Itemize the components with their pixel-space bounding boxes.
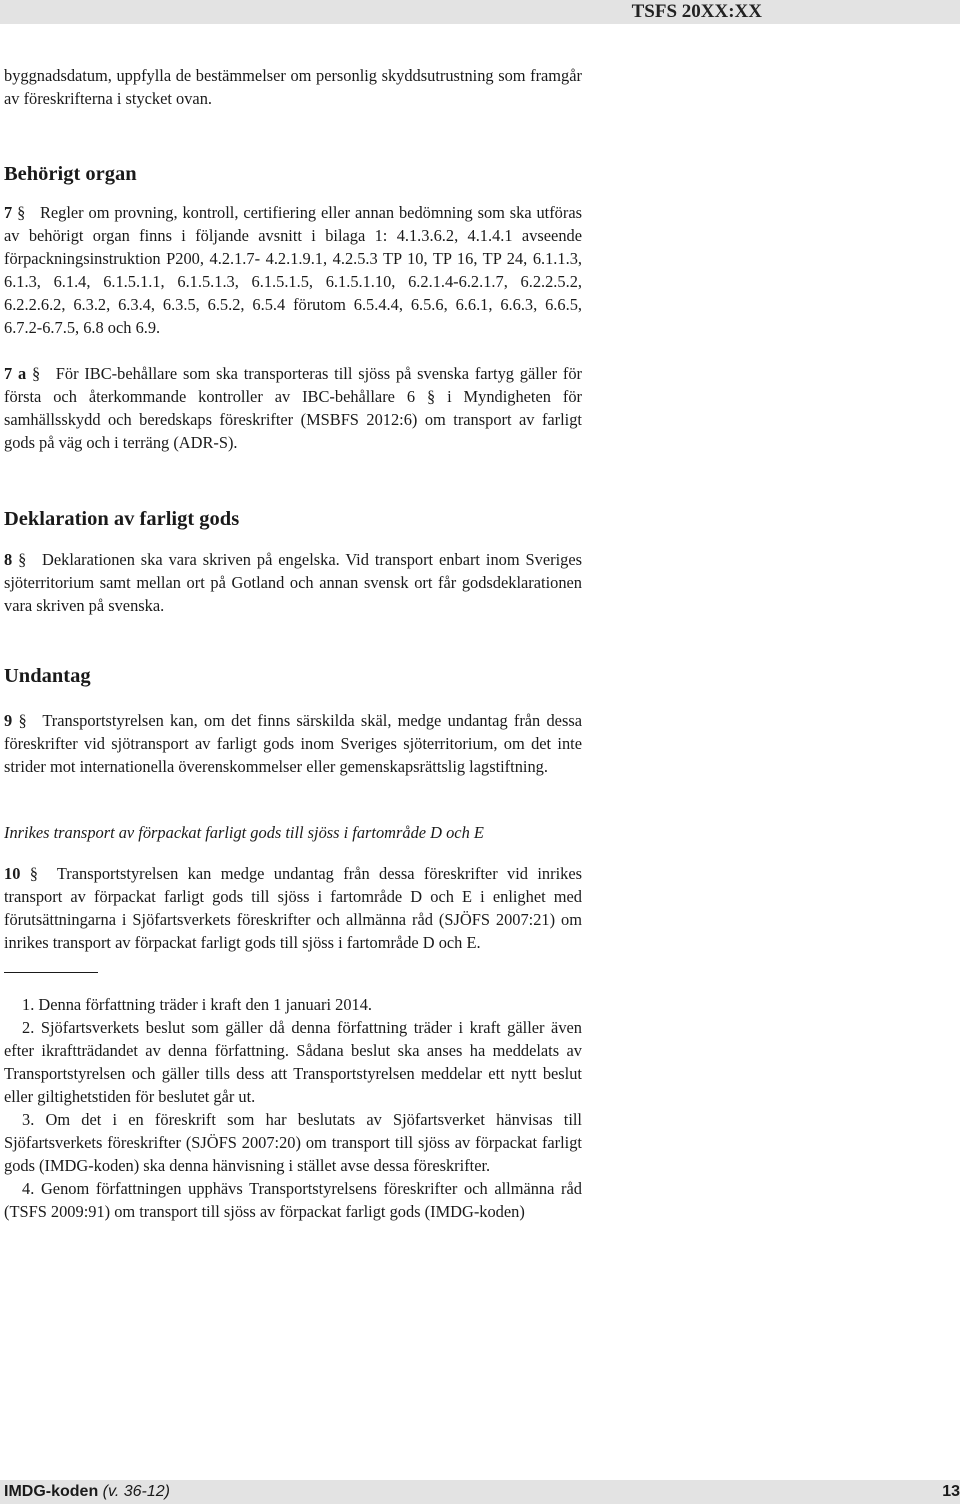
footnote-separator (4, 972, 98, 973)
section-sign: § (29, 864, 38, 883)
section-sign: § (18, 550, 27, 569)
footer-bar (0, 1480, 960, 1504)
section-sign: § (31, 364, 41, 383)
footnote-2: 2. Sjöfartsverkets beslut som gäller då denna författning träder i kraft gäller även efter ikraftträdandet av denna författning. Sådana beslut ska anses ha meddelats av Transportstyrelsen och gäller tills dess att Transportstyrelsen meddelar ett nytt beslut eller giltighetstiden för beslutet går ut. (4, 1018, 582, 1106)
heading-behorigt-organ: Behörigt organ (4, 163, 137, 185)
section-number: 10 (4, 864, 21, 883)
heading-undantag: Undantag (4, 665, 91, 687)
paragraph-text: Deklarationen ska vara skriven på engelska. Vid transport enbart inom Sveriges sjöterritorium samt mellan ort på Gotland och annan svensk ort får godsdeklarationen vara skriven på svenska. (4, 550, 582, 615)
footer-doc-title: IMDG-koden (4, 1483, 99, 1500)
paragraph-text: Transportstyrelsen kan, om det finns särskilda skäl, medge undantag från dessa föreskrifter vid sjötransport av farligt gods inom Sveriges sjöterritorium, om det inte strider mot internationella överenskommelser eller gemenskapsrättslig lagstiftning. (4, 711, 582, 776)
paragraph-text: Transportstyrelsen kan medge undantag från dessa föreskrifter vid inrikes transport av förpackat farligt gods till sjöss i fartområde D och E i enlighet med förutsättningarna i Sjöfartsverkets föreskrifter och allmänna råd (SJÖFS 2007:21) om inrikes transport av förpackat farligt gods till sjöss i fartområde D och E. (4, 864, 582, 952)
footnote-1: 1. Denna författning träder i kraft den 1 januari 2014. (22, 995, 372, 1014)
paragraph-text: För IBC-behållare som ska transporteras till sjöss på svenska fartyg gäller för första och återkommande kontroller av IBC-behållare 6 § i Myndigheten för samhällsskydd och beredskaps föreskrifter (MSBFS 2012:6) om transport av farligt gods på väg och i terräng (ADR-S). (4, 364, 582, 452)
page-number: 13 (942, 1483, 960, 1500)
header-bar (0, 0, 960, 24)
section-sign: § (17, 203, 26, 222)
subheading-inrikes: Inrikes transport av förpackat farligt gods till sjöss i fartområde D och E (4, 823, 484, 842)
page-body (4, 64, 582, 1223)
intro-text: byggnadsdatum, uppfylla de bestämmelser om personlig skyddsutrustning som framgår av föreskrifterna i stycket ovan. (4, 66, 582, 108)
heading-deklaration: Deklaration av farligt gods (4, 508, 240, 530)
paragraph-8 (4, 548, 582, 617)
paragraph-9 (4, 709, 582, 778)
footer-version: (v. 36-12) (102, 1483, 170, 1500)
paragraph-7 (4, 201, 582, 339)
doc-code: TSFS 20XX:XX (631, 1, 762, 22)
section-number: 9 (4, 711, 13, 730)
paragraph-7a (4, 362, 582, 454)
footnote-3: 3. Om det i en föreskrift som har beslutats av Sjöfartsverket hänvisas till Sjöfartsverkets föreskrifter (SJÖFS 2007:20) om transport till sjöss av förpackat farligt gods (IMDG-koden) ska denna hänvisning i stället avse dessa föreskrifter. (4, 1110, 582, 1175)
section-number: 7 a (4, 364, 27, 383)
section-number: 7 (4, 203, 13, 222)
section-number: 8 (4, 550, 13, 569)
paragraph-10 (4, 862, 582, 954)
footer-title (4, 1480, 170, 1504)
section-sign: § (18, 711, 27, 730)
footnote-4: 4. Genom författningen upphävs Transportstyrelsens föreskrifter och allmänna råd (TSFS 2009:91) om transport till sjöss av förpackat farligt gods (IMDG-koden) (4, 1179, 582, 1221)
paragraph-text: Regler om provning, kontroll, certifiering eller annan bedömning som ska utföras av behörigt organ finns i följande avsnitt i bilaga 1: 4.1.3.6.2, 4.1.4.1 avseende förpackningsinstruktion P200, 4.2.1.7- 4.2.1.9.1, 4.2.5.3 TP 10, TP 16, TP 24, 6.1.1.3, 6.1.3, 6.1.4, 6.1.5.1.1, 6.1.5.1.3, 6.1.5.1.5, 6.1.5.1.10, 6.2.1.4-6.2.1.7, 6.2.2.5.2, 6.2.2.6.2, 6.3.2, 6.3.4, 6.3.5, 6.5.2, 6.5.4 förutom 6.5.4.4, 6.5.6, 6.6.1, 6.6.3, 6.6.5, 6.7.2-6.7.5, 6.8 och 6.9. (4, 203, 582, 337)
